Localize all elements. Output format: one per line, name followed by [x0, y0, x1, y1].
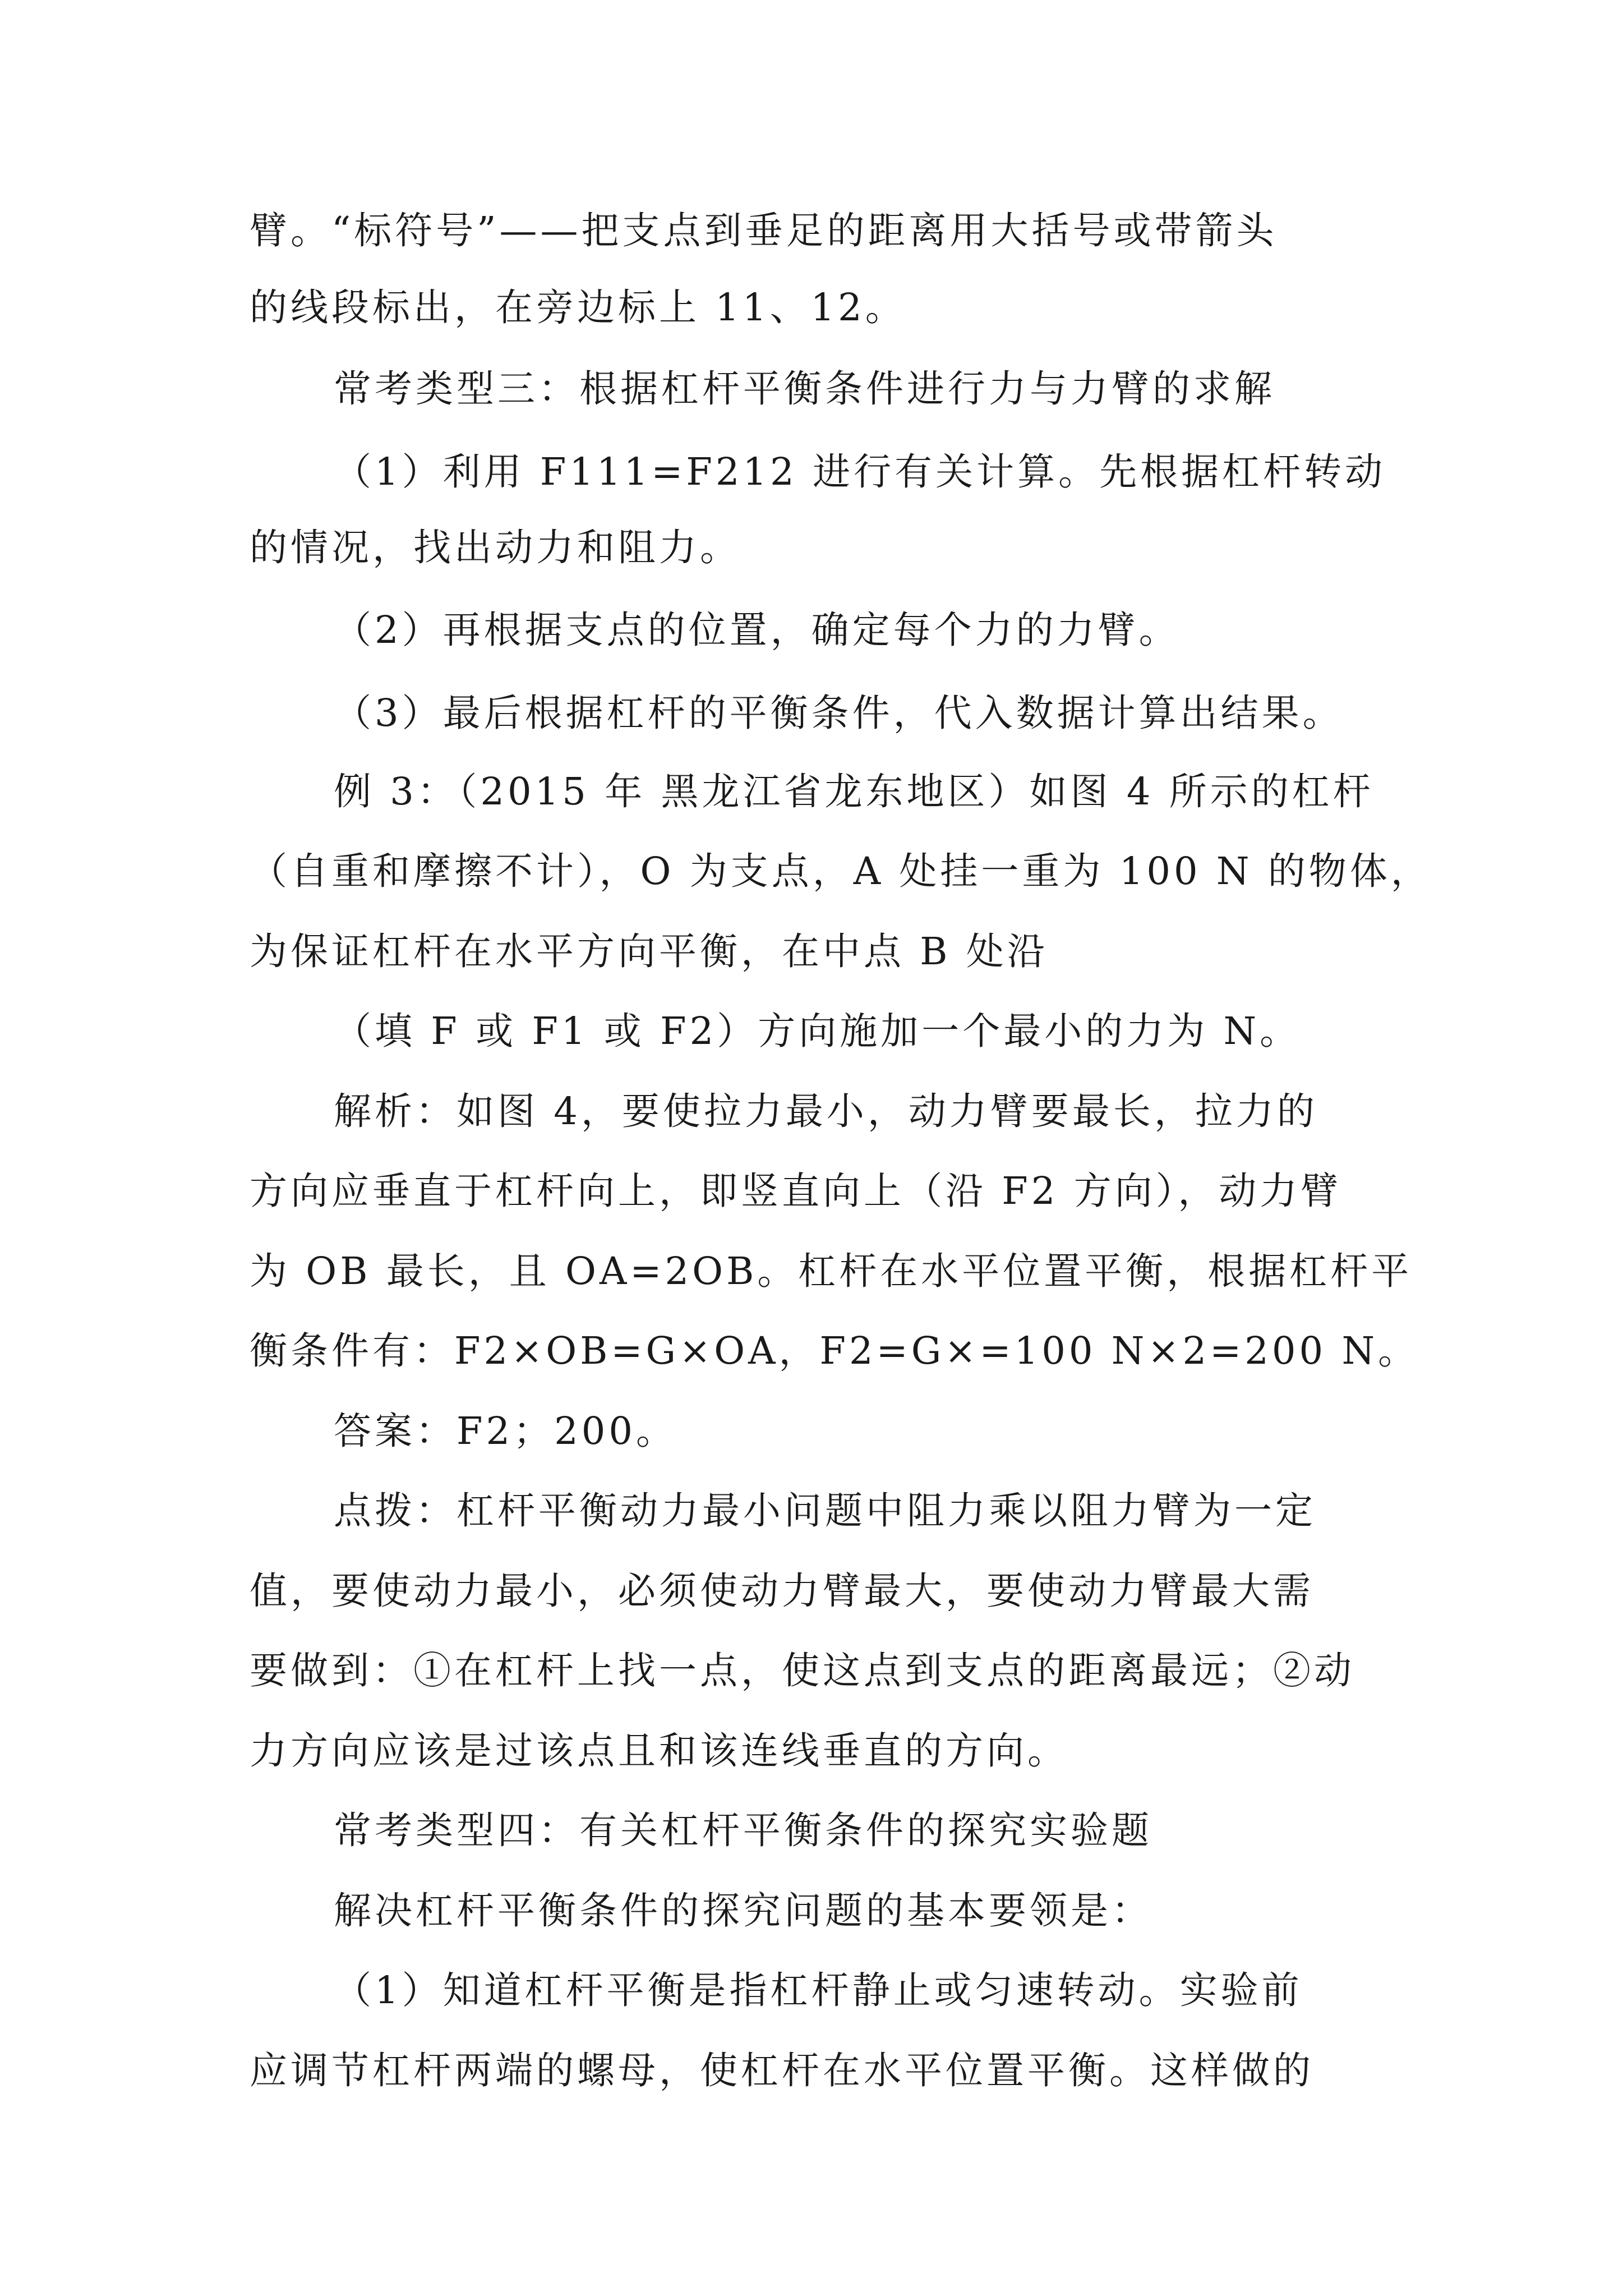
text-line: 为保证杠杆在水平方向平衡，在中点 B 处沿	[250, 930, 1048, 973]
text-line: 衡条件有：F2×OB=G×OA，F2=G×=100 N×2=200 N。	[250, 1329, 1419, 1373]
text-line: 答案：F2；200。	[334, 1409, 677, 1453]
text-line: 应调节杠杆两端的螺母，使杠杆在水平位置平衡。这样做的	[250, 2049, 1314, 2092]
text-line: 的情况，找出动力和阻力。	[250, 526, 741, 569]
section-heading: 常考类型四：有关杠杆平衡条件的探究实验题	[334, 1809, 1152, 1852]
text-line: 点拨：杠杆平衡动力最小问题中阻力乘以阻力臂为一定	[334, 1489, 1316, 1533]
text-line: （填 F 或 F1 或 F2）方向施加一个最小的力为 N。	[334, 1009, 1301, 1053]
text-line: 力方向应该是过该点且和该连线垂直的方向。	[250, 1729, 1068, 1773]
text-line: 解析：如图 4，要使拉力最小，动力臂要最长，拉力的	[334, 1089, 1318, 1133]
text-line: 值，要使动力最小，必须使动力臂最大，要使动力臂最大需	[250, 1569, 1314, 1613]
text-line: （自重和摩擦不计），O 为支点，A 处挂一重为 100 N 的物体，	[250, 849, 1432, 893]
section-heading: 常考类型三：根据杠杆平衡条件进行力与力臂的求解	[334, 367, 1275, 411]
text-line: 臂。“标符号”——把支点到垂足的距离用大括号或带箭头	[250, 209, 1278, 252]
text-line: 例 3：（2015 年 黑龙江省龙东地区）如图 4 所示的杠杆	[334, 770, 1374, 813]
text-line: （1）利用 F111=F212 进行有关计算。先根据杠杆转动	[334, 450, 1386, 494]
text-line: 解决杠杆平衡条件的探究问题的基本要领是：	[334, 1889, 1152, 1932]
text-line: 为 OB 最长，且 OA=2OB。杠杆在水平位置平衡，根据杠杆平	[250, 1249, 1413, 1293]
text-line: （3）最后根据杠杆的平衡条件，代入数据计算出结果。	[334, 691, 1344, 735]
text-line: 的线段标出，在旁边标上 11、12。	[250, 286, 906, 329]
text-line: 要做到：①在杠杆上找一点，使这点到支点的距离最远；②动	[250, 1649, 1355, 1692]
text-line: （2）再根据支点的位置，确定每个力的力臂。	[334, 608, 1180, 652]
text-line: 方向应垂直于杠杆向上，即竖直向上（沿 F2 方向），动力臂	[250, 1169, 1342, 1213]
text-line: （1）知道杠杆平衡是指杠杆静止或匀速转动。实验前	[334, 1968, 1303, 2012]
